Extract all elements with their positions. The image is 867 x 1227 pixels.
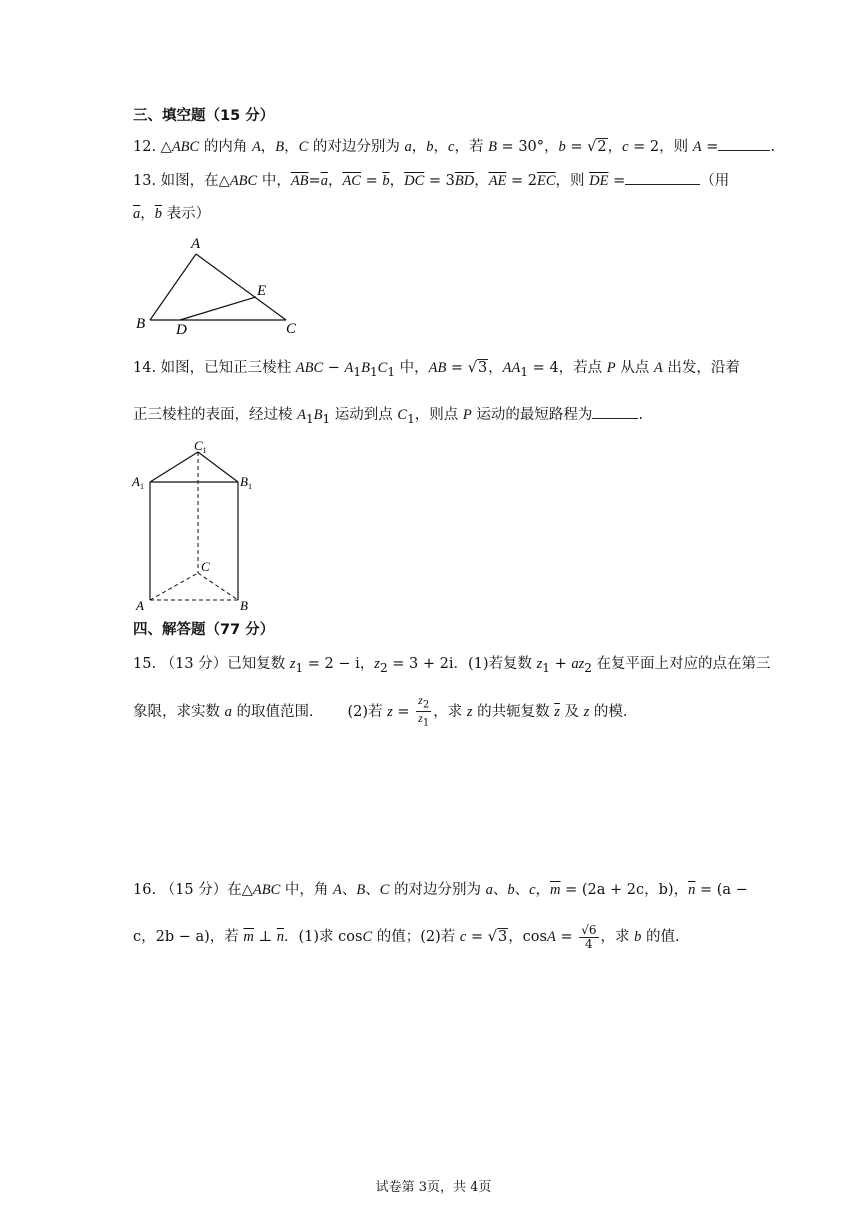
q12-text: A <box>251 139 261 155</box>
q16-text: A <box>333 882 342 898</box>
q12-text: ， <box>260 139 276 155</box>
q13-text: ， <box>327 173 343 189</box>
q12-text: ， <box>411 139 427 155</box>
q16-text: b <box>634 929 642 945</box>
q16-text: ， <box>535 882 551 898</box>
question-16 <box>133 880 748 900</box>
q12-text: = √ <box>565 139 597 155</box>
q14-text: AB <box>428 360 447 376</box>
q14-text: 出发，沿着 <box>662 360 740 376</box>
edge-cb <box>198 573 238 600</box>
q14-text: P <box>606 360 616 376</box>
q16-text: B <box>356 882 366 898</box>
q12-text: ， <box>433 139 449 155</box>
q15-text: z <box>418 693 423 707</box>
q14-text: 1 <box>305 411 314 426</box>
page-footer: 试卷第 3页，共 4页 <box>375 1180 492 1195</box>
q16-text: √6 <box>581 922 597 937</box>
q16-vector: $\overline{m}$ <box>243 929 254 945</box>
q12-text: 的内角 <box>199 139 252 155</box>
label-e: E <box>257 283 267 299</box>
q13-text: ABC <box>229 173 258 189</box>
q16-text: 、 <box>365 882 380 898</box>
q16-text: = √ <box>466 929 497 945</box>
q12-text: = <box>701 139 719 155</box>
q13-vector: $\overline{DE}$ <box>589 173 609 189</box>
question-14 <box>133 358 740 382</box>
q15-text: z <box>289 656 296 672</box>
q12-text: c <box>448 139 455 155</box>
label-a: A <box>191 236 201 252</box>
q15-text: z <box>536 656 543 672</box>
q15-text: 的共轭复数 <box>472 703 555 720</box>
q12-text: 的对边分别为 <box>308 139 405 155</box>
answer-blank[interactable] <box>592 404 638 419</box>
q12-text: B <box>488 139 497 155</box>
q13-text: ，则 <box>555 173 590 189</box>
label-b: B <box>240 598 248 613</box>
q15-text: 2 <box>584 660 592 675</box>
question-15-line2 <box>133 694 627 730</box>
q16-text: 、 <box>514 882 530 898</box>
q14-text: C <box>397 407 408 423</box>
edge-ac <box>196 254 286 320</box>
section-4-title: 四、解答题（77 分） <box>133 622 275 638</box>
q13-text: ， <box>140 206 155 222</box>
q13-text: = <box>608 173 626 189</box>
q15-text: = 3 + 2i．(1)若复数 <box>387 656 537 672</box>
q14-text: AA <box>502 360 521 376</box>
q16-vector: $\overline{n}$ <box>688 882 696 898</box>
q16-text: ，cos <box>508 929 547 945</box>
q14-text: = 4，若点 <box>528 360 607 376</box>
q15-text: + <box>549 656 572 672</box>
q15-text: 15. （13 分）已知复数 <box>133 656 290 672</box>
edge-a1c1 <box>150 452 198 482</box>
q16-text: 3 <box>497 929 508 945</box>
q13-vector: $\overline{AC}$ <box>342 173 361 189</box>
q14-text: 1 <box>387 364 395 379</box>
q16-text: b <box>507 882 515 898</box>
q12-text: C <box>298 139 309 155</box>
q14-text: 14. 如图，已知正三棱柱 <box>133 360 296 376</box>
q14-text: A <box>653 360 663 376</box>
q12-text: b <box>426 139 434 155</box>
q13-text: = <box>308 173 321 189</box>
q15-text: 1 <box>422 717 430 729</box>
q15-text: 及 <box>559 703 584 720</box>
q15-text: z <box>387 703 393 720</box>
q16-text: 中，角 <box>280 882 333 898</box>
q15-text: 的模. <box>589 703 628 720</box>
q13-text: ， <box>474 173 489 189</box>
q12-text: c <box>622 139 629 155</box>
q14-text: ABC <box>295 360 324 376</box>
q13-vector: $\overline{a}$ <box>133 206 141 222</box>
q13-vector: $\overline{b}$ <box>154 206 162 222</box>
answer-blank[interactable] <box>718 136 770 151</box>
q12-text: ， <box>284 139 299 155</box>
q12-text: 2 <box>597 139 607 155</box>
label-c1: $C_1$ <box>194 438 207 455</box>
answer-blank[interactable] <box>625 170 700 185</box>
q15-text: (2)若 <box>347 703 388 720</box>
q12-text: = 2，则 <box>628 139 693 155</box>
section-3-title: 三、填空题（15 分） <box>133 108 275 124</box>
q16-vector: $\overline{m}$ <box>550 882 561 898</box>
q12-text: a <box>404 139 412 155</box>
prism-figure <box>128 438 268 616</box>
q16-text: c <box>529 882 536 898</box>
label-c: C <box>286 321 297 337</box>
q15-text: 象限，求实数 <box>133 703 225 720</box>
q14-text: 1 <box>407 411 415 426</box>
q15-text: az <box>571 656 585 672</box>
q16-text: = (a − <box>695 882 748 898</box>
q14-text: 1 <box>353 364 362 379</box>
q16-text: 、 <box>492 882 508 898</box>
label-b: B <box>136 316 146 332</box>
edge-ac <box>150 573 198 600</box>
q16-text: ⊥ <box>253 929 277 945</box>
q16-text: c，2b − a)，若 <box>133 929 244 945</box>
fraction-z2-over-z1 <box>416 694 431 730</box>
q16-text: a <box>485 882 493 898</box>
q13-vector: $\overline{a}$ <box>320 173 328 189</box>
q16-text: 的值；(2)若 <box>372 929 460 945</box>
q13-vector: $\overline{DC}$ <box>404 173 425 189</box>
q12-text: ABC <box>171 139 200 155</box>
q16-text: ABC <box>252 882 281 898</box>
q15-text: 2 <box>422 699 430 711</box>
q14-text: 1 <box>322 411 331 426</box>
q13-text: ， <box>389 173 405 189</box>
q14-text: − <box>323 360 345 376</box>
question-12 <box>133 136 775 157</box>
q14-text: = √ <box>446 360 477 376</box>
q15-text: z <box>466 703 473 720</box>
q16-text: 4 <box>585 936 593 951</box>
q15-text: 的取值范围． <box>231 703 324 720</box>
q13-text: 表示） <box>162 206 211 222</box>
q15-text: = 2 − i， <box>303 656 375 672</box>
q12-text: b <box>558 139 566 155</box>
q16-text: 的对边分别为 <box>389 882 486 898</box>
q15-text: = <box>392 703 415 720</box>
q16-text: 的值. <box>641 929 680 945</box>
q14-text: 运动到点 <box>330 407 398 423</box>
question-15 <box>133 654 771 678</box>
q16-text: A <box>546 929 556 945</box>
q13-text: = <box>360 173 383 189</box>
q16-text: C <box>379 882 390 898</box>
q12-text: A <box>692 139 702 155</box>
q14-text: P <box>462 407 472 423</box>
edge-ab <box>150 254 196 320</box>
q13-vector: $\overline{BD}$ <box>454 173 475 189</box>
q14-text: A <box>297 407 306 423</box>
q14-text: 运动的最短路程为 <box>471 407 593 423</box>
q16-text: = (2a + 2c，b)， <box>560 882 689 898</box>
q12-text: = 30°， <box>496 139 559 155</box>
q16-vector: $\overline{n}$ <box>276 929 285 945</box>
question-13 <box>133 170 729 191</box>
question-16-line2 <box>133 922 680 952</box>
q14-text: ，则点 <box>414 407 463 423</box>
label-a: A <box>136 598 144 613</box>
q16-text: C <box>362 929 373 945</box>
q16-text: c <box>459 929 467 945</box>
q14-text: 从点 <box>615 360 654 376</box>
q14-text: A <box>344 360 354 376</box>
q14-text: 正三棱柱的表面，经过棱 <box>133 407 298 423</box>
label-b1: $B_1$ <box>240 474 252 491</box>
q15-text: z <box>583 703 590 720</box>
label-d: D <box>176 322 187 338</box>
q14-text: 1 <box>369 364 378 379</box>
triangle-figure <box>128 232 318 340</box>
q14-text: B <box>313 407 323 423</box>
q13-vector: $\overline{AB}$ <box>290 173 309 189</box>
q13-vector: $\overline{EC}$ <box>537 173 556 189</box>
fraction-sqrt6-over-4 <box>579 924 598 951</box>
q16-text: 16. （15 分）在△ <box>133 882 253 898</box>
q12-text: ，若 <box>454 139 489 155</box>
q14-text: ， <box>488 360 503 376</box>
q13-text: （用 <box>700 173 730 189</box>
q12-text: 12. △ <box>133 139 172 155</box>
q15-text: a <box>224 703 232 720</box>
question-13-line2 <box>133 204 210 224</box>
q14-text: C <box>377 360 388 376</box>
q12-text: ， <box>607 139 623 155</box>
q15-text: ，求 <box>433 703 467 720</box>
q16-text: = <box>555 929 578 945</box>
q15-text: z <box>418 711 423 726</box>
q14-text: 1 <box>520 364 529 379</box>
segment-de <box>180 297 256 320</box>
q16-text: ．(1)求 cos <box>284 929 363 945</box>
q14-text: 3 <box>477 360 488 376</box>
q15-text: z <box>374 656 380 672</box>
question-14-line2 <box>133 404 643 429</box>
q14-text: B <box>361 360 370 376</box>
edge-c1b1 <box>198 452 238 482</box>
q12-text: . <box>770 139 775 155</box>
label-c: C <box>201 559 210 574</box>
q15-text: 1 <box>542 660 550 675</box>
q12-text: B <box>275 139 285 155</box>
q15-text: 1 <box>295 660 304 675</box>
q15-text: 在复平面上对应的点在第三 <box>591 656 771 672</box>
q14-text: 中， <box>395 360 429 376</box>
q15-text: 2 <box>379 660 388 675</box>
q16-text: ，求 <box>600 929 635 945</box>
q15-text: $\overline{z}$ <box>554 703 560 720</box>
q13-text: 13. 如图，在△ <box>133 173 230 189</box>
q14-text: . <box>638 407 643 423</box>
q13-vector: $\overline{AE}$ <box>488 173 507 189</box>
q16-text: 、 <box>341 882 357 898</box>
q13-text: = 2 <box>506 173 538 189</box>
q13-vector: $\overline{b}$ <box>382 173 390 189</box>
q13-text: 中， <box>257 173 291 189</box>
label-a1: $A_1$ <box>132 474 144 491</box>
q13-text: = 3 <box>424 173 455 189</box>
